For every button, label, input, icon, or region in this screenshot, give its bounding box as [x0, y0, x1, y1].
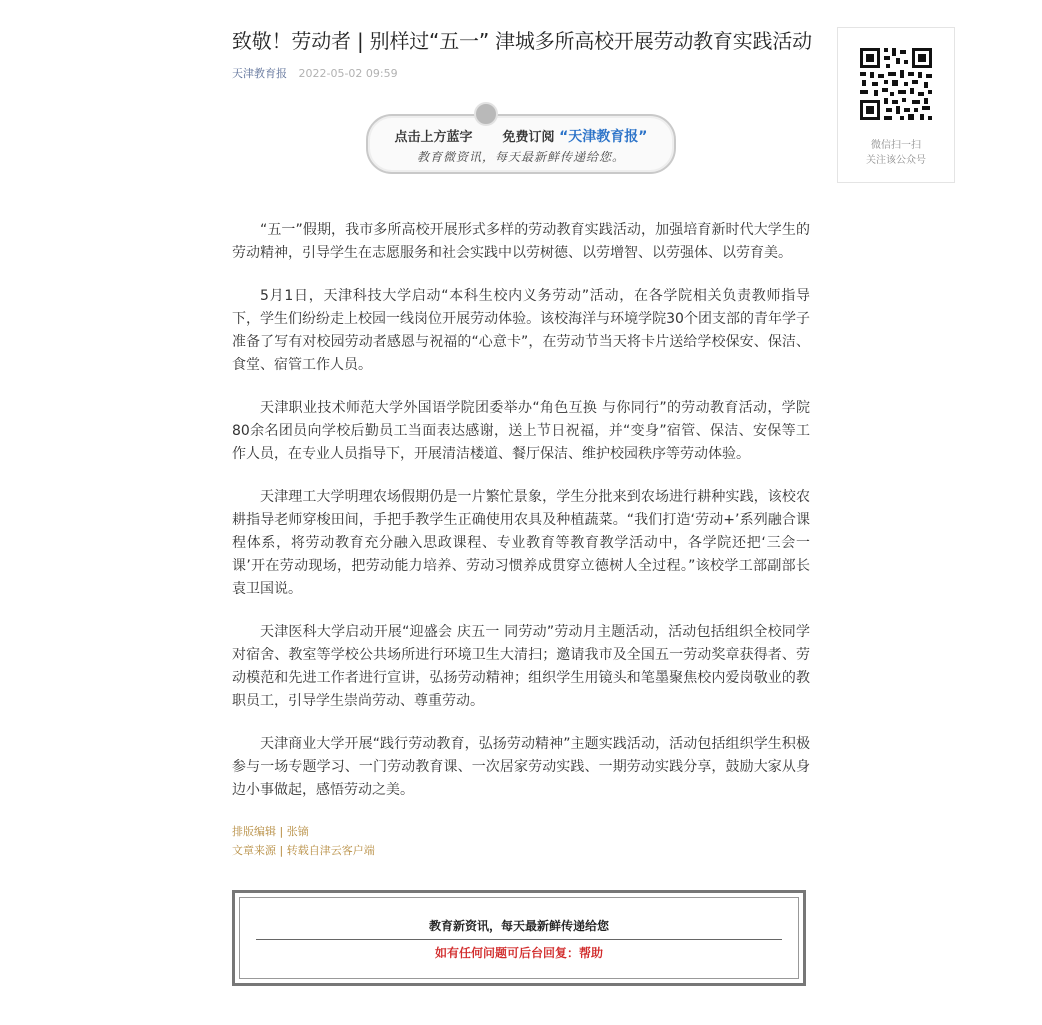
banner-click-text: 点击上方蓝字 [394, 130, 473, 145]
bubble-icon [474, 102, 498, 126]
qr-code-icon [858, 46, 934, 122]
article-meta [232, 66, 810, 82]
publish-date: 2022-05-02 09:59 [298, 67, 398, 80]
article-title: 致敬！劳动者 | 别样过“五一” 津城多所高校开展劳动教育实践活动 [232, 29, 812, 53]
qr-caption-line-2: 关注该公众号 [866, 155, 926, 166]
account-name-link[interactable]: 天津教育报 [232, 67, 287, 80]
article-credits [232, 822, 810, 860]
source-credit: 文章来源 | 转载自津云客户端 [232, 844, 375, 857]
article-body [232, 219, 810, 802]
article [232, 26, 810, 986]
paragraph: 天津商业大学开展“践行劳动教育，弘扬劳动精神”主题实践活动，活动包括组织学生积极参与一场专题学习、一门劳动教育课、一次居家劳动实践、一期劳动实践分享，鼓励大家从身边小事做起，感悟劳动之美。 [232, 736, 810, 798]
banner-brand-text: “天津教育报” [559, 129, 648, 145]
paragraph: 5月1日，天津科技大学启动“本科生校内义务劳动”活动，在各学院相关负责教师指导下，学生们纷纷走上校园一线岗位开展劳动体验。该校海洋与环境学院30个团支部的青年学子准备了写有对校园劳动者感恩与祝福的“心意卡”，在劳动节当天将卡片送给学校保安、保洁、食堂、宿管工作人员。 [232, 288, 810, 373]
footer-help-text: 如有任何问题可后台回复：帮助 [434, 946, 603, 960]
banner-line-1 [368, 126, 674, 146]
qr-caption [838, 138, 954, 168]
footer-divider [256, 939, 782, 940]
paragraph: “五一”假期，我市多所高校开展形式多样的劳动教育实践活动，加强培育新时代大学生的劳动精神，引导学生在志愿服务和社会实践中以劳树德、以劳增智、以劳强体、以劳育美。 [232, 222, 810, 261]
paragraph: 天津医科大学启动开展“迎盛会 庆五一 同劳动”劳动月主题活动，活动包括组织全校同学对宿舍、教室等学校公共场所进行环境卫生大清扫；邀请我市及全国五一劳动奖章获得者、劳动模范和先进工作者进行宣讲，弘扬劳动精神；组织学生用镜头和笔墨聚焦校内爱岗敬业的教职员工，引导学生崇尚劳动、尊重劳动。 [232, 624, 810, 709]
paragraph: 天津理工大学明理农场假期仍是一片繁忙景象，学生分批来到农场进行耕种实践，该校农耕指导老师穿梭田间，手把手教学生正确使用农具及种植蔬菜。“我们打造‘劳动+’系列融合课程体系，将劳动教育充分融入思政课程、专业教育等教育教学活动中，各学院还把‘三会一课’开在劳动现场，把劳动能力培养、劳动习惯养成贯穿立德树人全过程。”该校学工部副部长袁卫国说。 [232, 489, 810, 597]
paragraph: 天津职业技术师范大学外国语学院团委举办“角色互换 与你同行”的劳动教育活动，学院80余名团员向学校后勤员工当面表达感谢，送上节日祝福，并“变身”宿管、保洁、安保等工作人员，在专业人员指导下，开展清洁楼道、餐厅保洁、维护校园秩序等劳动体验。 [232, 400, 810, 462]
qr-card [837, 27, 955, 183]
banner-subscribe-text: 免费订阅 [502, 130, 555, 145]
footer-slogan: 教育新资讯，每天最新鲜传递给您 [428, 919, 609, 933]
qr-caption-line-1: 微信扫一扫 [871, 140, 921, 151]
footer-box [232, 890, 806, 986]
editor-credit: 排版编辑 | 张镝 [232, 825, 309, 838]
banner-line-2: 教育微资讯，每天最新鲜传递给您。 [416, 150, 625, 164]
subscribe-banner [366, 114, 676, 174]
footer-inner [239, 897, 799, 979]
